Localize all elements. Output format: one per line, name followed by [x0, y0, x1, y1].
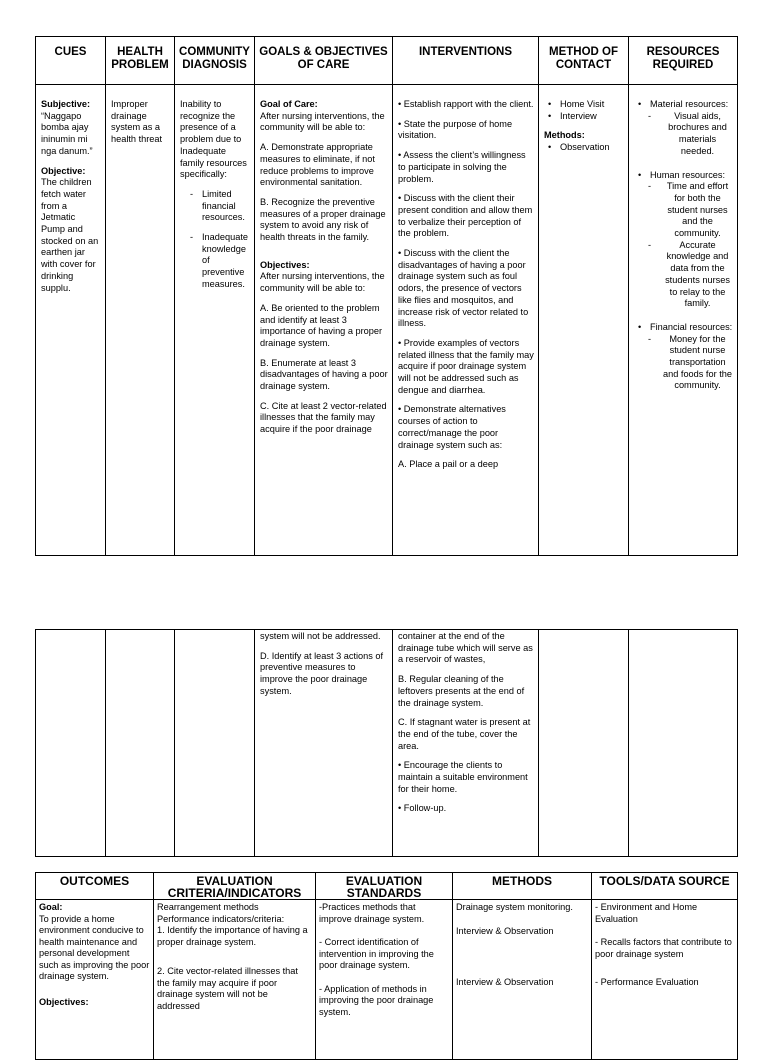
objective-text: The children fetch water from a Jetmatic Pump and stocked on an earthen jar with cover for drinking supplu.: [41, 177, 99, 293]
cont-goals-cell: [255, 630, 393, 857]
interventions-cell: [393, 85, 539, 556]
table3-body-row: [36, 900, 738, 1060]
care-plan-table-page1: [35, 36, 738, 556]
table2-body-row: [36, 630, 738, 857]
intervention-2: • State the purpose of home visitation.: [398, 118, 513, 141]
header-methods: METHODS: [453, 873, 592, 900]
goal-a: A. Demonstrate appropriate measures to eliminate, if not reduce problems to improve environmental sanitation.: [260, 142, 375, 188]
header-cues: CUES: [36, 37, 106, 85]
evaluation-table: [35, 872, 738, 1060]
objective-d: D. Identify at least 3 actions of preventive measures to improve the poor drainage system.: [260, 650, 384, 696]
subjective-text: “Naggapo bomba ajay ininumin mi nga danum.”: [41, 110, 93, 156]
objectives-text: After nursing interventions, the community will be able to:: [260, 271, 385, 294]
diagnosis-item-1: - Limited financial resources.: [180, 189, 250, 224]
method-3: Interview & Observation: [456, 977, 554, 987]
header-outcomes: OUTCOMES: [36, 873, 154, 900]
header-goals-objectives: GOALS & OBJECTIVES OF CARE: [255, 37, 393, 85]
intervention-5: • Discuss with the client the disadvantages of having a poor drainage system such as foul odors, the presence of vectors like flies and mosquitos, and increase risk of vector related to illness.: [398, 248, 529, 329]
objective-b: B. Enumerate at least 3 disadvantages of having a poor drainage system.: [260, 357, 388, 392]
method-2: Interview & Observation: [456, 925, 554, 936]
criteria-line-3: 1. Identify the importance of having a proper drainage system.: [157, 925, 308, 947]
subjective-label: Subjective:: [41, 99, 91, 109]
diagnosis-item-2: - Inadequate knowledge of preventive measures.: [180, 232, 250, 291]
criteria-cell: [154, 900, 316, 1060]
intervention-8: A. Place a pail or a deep: [398, 459, 499, 470]
table3-header-row: [36, 873, 738, 900]
objective-a: A. Be oriented to the problem and identify at least 3 importance of having a proper drainage system.: [260, 302, 383, 348]
intervention-b: B. Regular cleaning of the leftovers presents at the end of the drainage system.: [398, 674, 525, 708]
objectives-label: Objectives:: [260, 259, 310, 270]
method-cell: [539, 85, 629, 556]
methods-cell: [453, 900, 592, 1060]
resource-material: • Material resources:: [634, 99, 733, 111]
header-method-of-contact: METHOD OF CONTACT: [539, 37, 629, 85]
header-interventions: INTERVENTIONS: [393, 37, 539, 85]
cont-diagnosis-cell: [175, 630, 255, 857]
outcome-goal-label: Goal:: [39, 902, 63, 912]
header-community-diagnosis: COMMUNITY DIAGNOSIS: [175, 37, 255, 85]
table1-body-row: [36, 85, 738, 556]
intervention-6: • Provide examples of vectors related illness that the family may acquire if poor drainage system will not be addressed such as dengue and diarrhea.: [398, 337, 534, 395]
standards-cell: [316, 900, 453, 1060]
intervention-c: C. If stagnant water is present at the end of the tube, cover the area.: [398, 717, 531, 751]
tool-2: - Recalls factors that contribute to poor drainage system: [595, 937, 732, 959]
header-evaluation-criteria: EVALUATION CRITERIA/INDICATORS: [154, 873, 316, 900]
cont-health-problem-cell: [106, 630, 175, 857]
intervention-follow-up: • Follow-up.: [398, 803, 447, 814]
cont-interventions-cell: [393, 630, 539, 857]
care-plan-table-page2: [35, 629, 738, 857]
outcomes-cell: [36, 900, 154, 1060]
intervention-7: • Demonstrate alternatives courses of action to correct/manage the poor drainage system such as:: [398, 404, 506, 450]
intervention-1: • Establish rapport with the client.: [398, 99, 534, 109]
resource-human: • Human resources:: [634, 170, 733, 182]
cont-cues-cell: [36, 630, 106, 857]
goal-of-care-text: After nursing interventions, the community will be able to:: [260, 110, 385, 133]
resource-human-sub-1: - Time and effort for both the student nurses and the community.: [646, 181, 733, 240]
goals-cell: [255, 85, 393, 556]
criteria-line-4: 2. Cite vector-related illnesses that the family may acquire if poor drainage system will not be addressed: [157, 966, 298, 1011]
method-home-visit: • Home Visit: [544, 99, 624, 111]
objective-c: C. Cite at least 2 vector-related illnesses that the family may acquire if the poor drainage: [260, 400, 387, 435]
intervention-a-continued: container at the end of the drainage tube which will serve as a reservoir of wastes,: [398, 631, 533, 665]
objective-c-continued: system will not be addressed.: [260, 631, 381, 641]
tool-3: - Performance Evaluation: [595, 977, 699, 987]
method-interview: • Interview: [544, 111, 624, 123]
goal-b: B. Recognize the preventive measures of a proper drainage system to avoid any risk of health threats in the family.: [260, 196, 386, 243]
tool-1: - Environment and Home Evaluation: [595, 902, 698, 924]
header-tools-data-source: TOOLS/DATA SOURCE: [592, 873, 738, 900]
resource-material-sub: - Visual aids, brochures and materials needed.: [646, 111, 733, 158]
health-problem-text: Improper drainage system as a health threat: [111, 99, 163, 145]
intervention-encourage: • Encourage the clients to maintain a suitable environment for their home.: [398, 760, 528, 794]
goal-of-care-label: Goal of Care:: [260, 99, 318, 109]
standard-2: - Correct identification of intervention in improving the poor drainage system.: [319, 937, 434, 970]
objective-label: Objective:: [41, 165, 86, 176]
header-resources-required: RESOURCES REQUIRED: [629, 37, 738, 85]
health-problem-cell: [106, 85, 175, 556]
intervention-4: • Discuss with the client their present condition and allow them to verbalize their perception of the problem.: [398, 193, 533, 239]
resource-financial: • Financial resources:: [634, 322, 733, 334]
diagnosis-cell: [175, 85, 255, 556]
criteria-line-1: Rearrangement methods: [157, 902, 259, 912]
diagnosis-text: Inability to recognize the presence of a problem due to Inadequate family resources specifically:: [180, 99, 247, 180]
cont-method-cell: [539, 630, 629, 857]
cont-resources-cell: [629, 630, 738, 857]
standard-1: -Practices methods that improve drainage system.: [319, 902, 425, 924]
resource-human-sub-2: - Accurate knowledge and data from the students nurses to relay to the family.: [646, 240, 733, 310]
methods-label: Methods:: [544, 130, 585, 141]
tools-cell: [592, 900, 738, 1060]
outcome-goal-text: To provide a home environment conducive to health maintenance and personal development such as improving the poor drainage system.: [39, 913, 150, 981]
method-1: Drainage system monitoring.: [456, 902, 573, 912]
cues-cell: [36, 85, 106, 556]
resource-financial-sub: - Money for the student nurse transportation and foods for the community.: [646, 334, 733, 393]
header-health-problem: HEALTH PROBLEM: [106, 37, 175, 85]
method-observation: • Observation: [544, 142, 624, 154]
table1-header-row: [36, 37, 738, 85]
outcome-objectives-label: Objectives:: [39, 996, 89, 1007]
standard-3: - Application of methods in improving the poor drainage system.: [319, 983, 434, 1017]
resources-cell: [629, 85, 738, 556]
criteria-line-2: Performance indicators/criteria:: [157, 913, 285, 924]
header-evaluation-standards: EVALUATION STANDARDS: [316, 873, 453, 900]
intervention-3: • Assess the client’s willingness to participate in solving the problem.: [398, 150, 526, 184]
